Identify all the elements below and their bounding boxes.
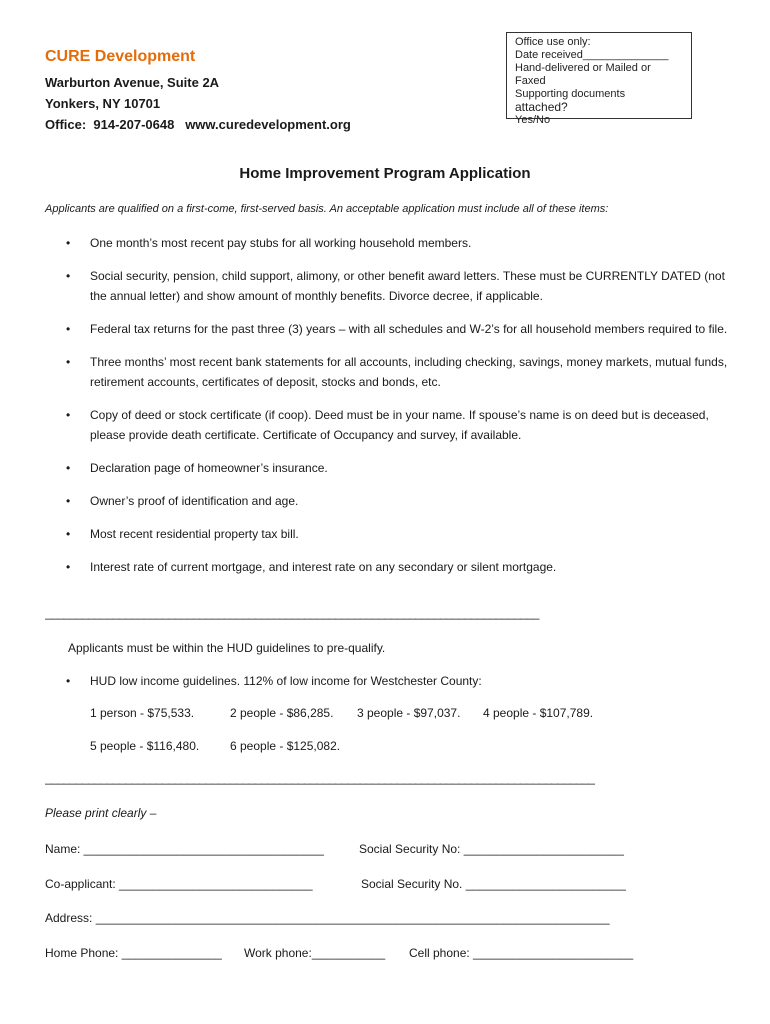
- bullet-icon: •: [66, 269, 71, 283]
- coapplicant-ssn-field[interactable]: Social Security No. ________________________: [361, 877, 626, 891]
- delivery-method-line: Hand-delivered or Mailed or: [515, 62, 651, 74]
- cell-phone-field[interactable]: Cell phone: ________________________: [409, 946, 634, 960]
- supporting-docs-line-2: attached?: [515, 100, 568, 114]
- bullet-icon: •: [66, 322, 71, 336]
- organization-name: CURE Development: [45, 48, 196, 65]
- bullet-icon: •: [66, 408, 71, 422]
- list-item: [45, 266, 735, 306]
- section-divider: ________________________________________________________________________________: [45, 606, 539, 620]
- delivery-method-line-2: Faxed: [515, 75, 546, 87]
- coapplicant-field[interactable]: Co-applicant: _____________________________: [45, 877, 313, 891]
- intro-text: Applicants are qualified on a first-come, first-served basis. An acceptable application must include all of these items:: [45, 203, 609, 215]
- required-items-list: [45, 233, 735, 590]
- work-phone-field[interactable]: Work phone:___________: [244, 946, 386, 960]
- bullet-icon: •: [66, 236, 71, 250]
- yes-no-line: Yes/No: [515, 114, 551, 126]
- list-item: [45, 352, 735, 392]
- address-field[interactable]: Address: _____________________________________________________________________________: [45, 911, 610, 925]
- list-item-text: Declaration page of homeowner’s insurance.: [90, 461, 328, 475]
- list-item-text: Federal tax returns for the past three (3) years – with all schedules and W-2’s for all household members required to file.: [90, 322, 728, 336]
- income-limit-6: 6 people - $125,082.: [230, 739, 341, 753]
- income-limit-2: 2 people - $86,285.: [230, 706, 334, 720]
- page-title: Home Improvement Program Application: [239, 165, 531, 182]
- bullet-icon: •: [66, 494, 71, 508]
- list-item: [45, 491, 735, 511]
- hud-guidelines-text: HUD low income guidelines. 112% of low income for Westchester County:: [90, 674, 482, 688]
- office-use-box: [506, 32, 692, 126]
- supporting-docs-line: Supporting documents: [515, 88, 626, 100]
- name-field[interactable]: Name: ____________________________________: [45, 842, 324, 856]
- contact-line: Office: 914-207-0648 www.curedevelopment.org: [45, 117, 351, 132]
- date-received-field: Date received______________: [515, 49, 669, 61]
- office-use-label: Office use only:: [515, 36, 591, 48]
- home-phone-field[interactable]: Home Phone: _______________: [45, 946, 222, 960]
- list-item-text: Most recent residential property tax bill.: [90, 527, 299, 541]
- list-item-text: Interest rate of current mortgage, and interest rate on any secondary or silent mortgage.: [90, 560, 557, 574]
- list-item: [45, 458, 735, 478]
- list-item-text: One month’s most recent pay stubs for all working household members.: [90, 236, 472, 250]
- list-item: [45, 233, 735, 253]
- bullet-icon: •: [66, 674, 71, 688]
- hud-intro-text: Applicants must be within the HUD guidelines to pre-qualify.: [68, 641, 386, 655]
- list-item: [45, 524, 735, 544]
- bullet-icon: •: [66, 355, 71, 369]
- print-clearly-note: Please print clearly –: [45, 806, 157, 820]
- list-item: [45, 319, 735, 339]
- address-line-2: Yonkers, NY 10701: [45, 96, 161, 111]
- organization-header: [45, 48, 351, 135]
- list-item: [45, 405, 735, 445]
- bullet-icon: •: [66, 560, 71, 574]
- list-item: [45, 557, 735, 577]
- list-item-text: Copy of deed or stock certificate (if coop). Deed must be in your name. If spouse’s name is on deed but is deceased, please provide death certificate. Certificate of Occupancy and survey, if available.: [90, 408, 709, 442]
- income-limit-5: 5 people - $116,480.: [90, 739, 200, 753]
- ssn-field[interactable]: Social Security No: ________________________: [359, 842, 624, 856]
- hud-guidelines-item: [45, 674, 482, 688]
- list-item-text: Three months’ most recent bank statements for all accounts, including checking, savings, money markets, mutual funds, retirement accounts, certificates of deposit, stocks and bonds, etc.: [90, 355, 728, 389]
- section-divider: _________________________________________________________________________________________: [45, 771, 595, 785]
- income-limit-3: 3 people - $97,037.: [357, 706, 461, 720]
- bullet-icon: •: [66, 461, 71, 475]
- list-item-text: Owner’s proof of identification and age.: [90, 494, 299, 508]
- list-item-text: Social security, pension, child support, alimony, or other benefit award letters. These must be CURRENTLY DATED (not the annual letter) and show amount of monthly benefits. Divorce decree, if applicable.: [90, 269, 725, 303]
- income-limit-1: 1 person - $75,533.: [90, 706, 195, 720]
- income-limit-4: 4 people - $107,789.: [483, 706, 594, 720]
- bullet-icon: •: [66, 527, 71, 541]
- address-line-1: Warburton Avenue, Suite 2A: [45, 75, 220, 90]
